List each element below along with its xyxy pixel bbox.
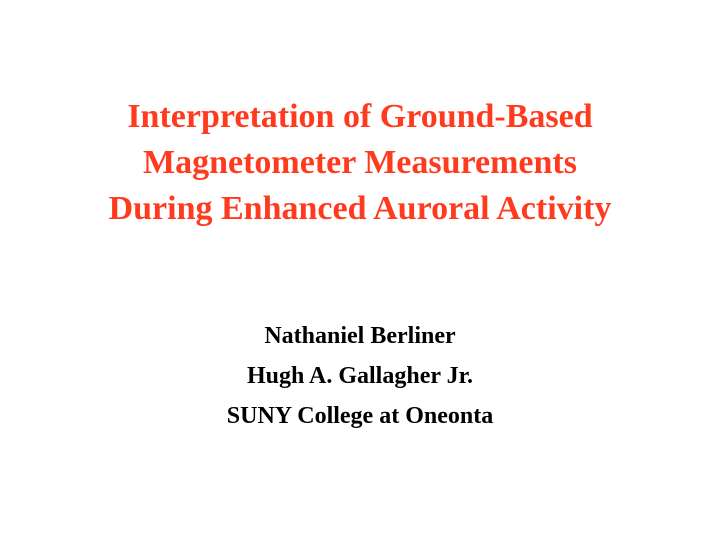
title-line-2: Magnetometer Measurements [143, 144, 577, 181]
author-affiliation: SUNY College at Oneonta [226, 403, 494, 429]
title-line-3: During Enhanced Auroral Activity [108, 190, 612, 227]
author-block [0, 316, 720, 436]
author-name-2: Hugh A. Gallagher Jr. [246, 363, 474, 389]
slide-title [0, 94, 720, 232]
title-line-1: Interpretation of Ground-Based [127, 98, 593, 135]
author-name-1: Nathaniel Berliner [264, 323, 456, 349]
